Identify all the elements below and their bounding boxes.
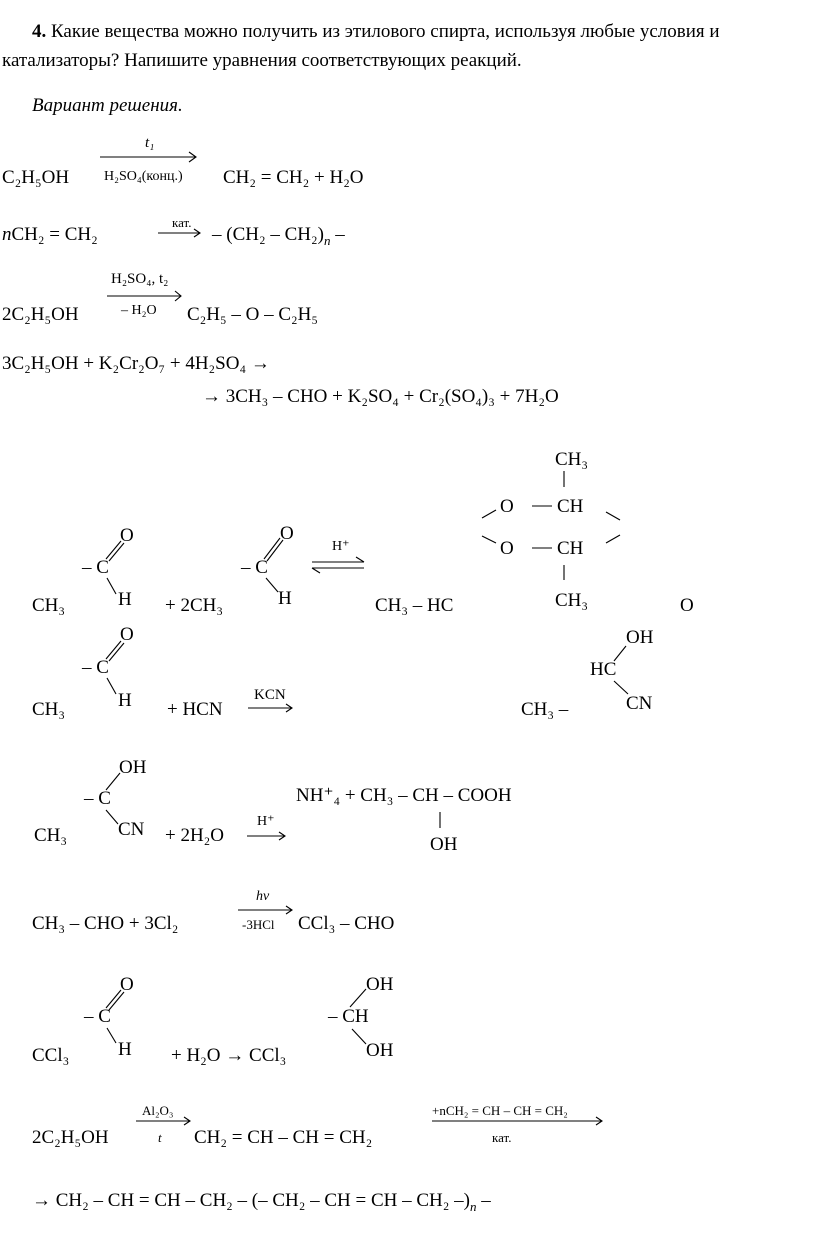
r10-condition2-top: +nCH₂ = CH – CH = CH₂ xyxy=(432,1103,568,1118)
r2-product-end: – xyxy=(335,224,345,245)
r3-condition-bottom: – H₂O xyxy=(121,303,157,318)
r6-prod-oh: OH xyxy=(626,627,654,648)
equilibrium-arrowhead xyxy=(312,568,320,573)
r9-h: H xyxy=(118,1039,132,1060)
r5-ald2-o: O xyxy=(280,523,294,544)
ch-bond xyxy=(107,578,116,594)
r7-cn: CN xyxy=(118,819,145,840)
r2-product-sub: n xyxy=(323,232,331,248)
ch-bond xyxy=(107,678,116,694)
oh-bond xyxy=(352,1029,366,1044)
r1-product: CH₂ = CH₂ + H₂O xyxy=(223,167,364,188)
r10-condition2-bottom: кат. xyxy=(492,1130,512,1145)
r2-condition: кат. xyxy=(172,215,192,230)
r3-product: C₂H₅ – O – C₂H₅ xyxy=(187,304,319,325)
r6-prod-r: CH₃ – xyxy=(521,699,569,720)
r6-ald-r: CH₃ xyxy=(32,699,66,720)
r6-prod-hc: HC xyxy=(590,659,617,680)
acetal-bond xyxy=(606,535,620,543)
r5-water: O xyxy=(680,595,694,616)
question-text: Какие вещества можно получить из этилового спирта, используя любые условия и катализаторы? Напишите уравнения соответствующих реакций. xyxy=(2,21,720,71)
r7-r: CH₃ xyxy=(34,825,68,846)
question-number: 4. xyxy=(32,21,47,42)
r9-middle: + H₂O → CCl₃ xyxy=(171,1045,287,1066)
r2-monomer: CH₂ = CH₂ xyxy=(11,224,98,245)
r6-plus: + HCN xyxy=(167,699,223,720)
r8-condition-bottom: -3HCl xyxy=(242,917,275,932)
r5-ald1-c: – C xyxy=(82,557,109,578)
r5-acetal-ch2: CH xyxy=(557,538,584,559)
r9-o: O xyxy=(120,974,134,995)
r5-ald1-o: O xyxy=(120,525,134,546)
r6-ald-h: H xyxy=(118,690,132,711)
r5-plus: + 2CH₃ xyxy=(165,595,223,616)
r9-ch: – CH xyxy=(328,1006,369,1027)
r5-ald2-h: H xyxy=(278,588,292,609)
r3-reactant: 2C₂H₅OH xyxy=(2,304,79,325)
r10-condition-top: Al₂O₃ xyxy=(142,1103,174,1118)
r7-product-oh: OH xyxy=(430,834,458,855)
r9-oh1: OH xyxy=(366,974,394,995)
r1-condition-top: t₁ xyxy=(145,135,155,151)
r5-ald1-r: CH₃ xyxy=(32,595,66,616)
ch-bond xyxy=(107,1028,116,1043)
r6-ald-o: O xyxy=(120,624,134,645)
r4-line1: 3C₂H₅OH + K₂Cr₂O₇ + 4H₂SO₄ → xyxy=(2,353,270,374)
r5-acetal-left: CH₃ – HC xyxy=(375,595,454,616)
r10-reactant: 2C₂H₅OH xyxy=(32,1127,109,1148)
r10-condition-bottom: t xyxy=(158,1130,162,1145)
r8-product: CCl₃ – CHO xyxy=(298,913,395,934)
r1-reactant: C₂H₅OH xyxy=(2,167,70,188)
r7-oh: OH xyxy=(119,757,147,778)
r7-plus: + 2H₂O xyxy=(165,825,225,846)
r10-line2-sub: n xyxy=(469,1198,477,1214)
r5-condition: H⁺ xyxy=(332,539,350,554)
r3-condition-top: H₂SO₄, t₂ xyxy=(111,271,169,287)
r5-acetal-ch1: CH xyxy=(557,496,584,517)
r10-line2 xyxy=(32,1191,491,1213)
r6-condition: KCN xyxy=(254,687,286,703)
r9-c: – C xyxy=(84,1006,111,1027)
r10-line2-end: – xyxy=(481,1190,491,1211)
r5-acetal-bottom-ch3: CH₃ xyxy=(555,590,589,611)
r7-c: – C xyxy=(84,788,111,809)
r5-ald1-h: H xyxy=(118,589,132,610)
r7-product: NH⁺₄ + CH₃ – CH – COOH xyxy=(296,785,512,806)
r1-condition-bottom: H₂SO₄(конц.) xyxy=(104,169,183,184)
carbonyl-bond xyxy=(264,538,280,559)
r2-reactant xyxy=(2,225,98,244)
r5-acetal-o1: O xyxy=(500,496,514,517)
ch-bond xyxy=(266,578,278,592)
r5-acetal-o2: O xyxy=(500,538,514,559)
r4-line2: → 3CH₃ – CHO + K₂SO₄ + Cr₂(SO₄)₃ + 7H₂O xyxy=(202,386,559,407)
r2-product xyxy=(212,225,345,247)
acetal-bond xyxy=(482,510,496,518)
oh-bond xyxy=(350,989,366,1007)
r5-acetal-top-ch3: CH₃ xyxy=(555,449,589,470)
r6-prod-cn: CN xyxy=(626,693,653,714)
r2-product-main: – (CH₂ – CH₂) xyxy=(212,224,324,245)
r9-r: CCl₃ xyxy=(32,1045,70,1066)
r10-line2-main: → CH₂ – CH = CH – CH₂ – (– CH₂ – CH = CH – CH₂ –) xyxy=(32,1190,470,1211)
acetal-bond xyxy=(606,512,620,520)
r7-condition: H⁺ xyxy=(257,814,275,829)
r2-coefficient: n xyxy=(2,224,12,245)
r8-reactant: CH₃ – CHO + 3Cl₂ xyxy=(32,913,179,934)
equilibrium-arrowhead xyxy=(356,557,364,562)
cn-bond xyxy=(106,810,118,824)
r6-ald-c: – C xyxy=(82,657,109,678)
r9-oh2: OH xyxy=(366,1040,394,1061)
acetal-bond xyxy=(482,536,496,543)
solution-heading: Вариант решения. xyxy=(32,95,183,116)
r10-intermediate: CH₂ = CH – CH = CH₂ xyxy=(194,1127,373,1148)
r5-ald2-c: – C xyxy=(241,557,268,578)
r8-condition-top: hν xyxy=(256,889,270,904)
